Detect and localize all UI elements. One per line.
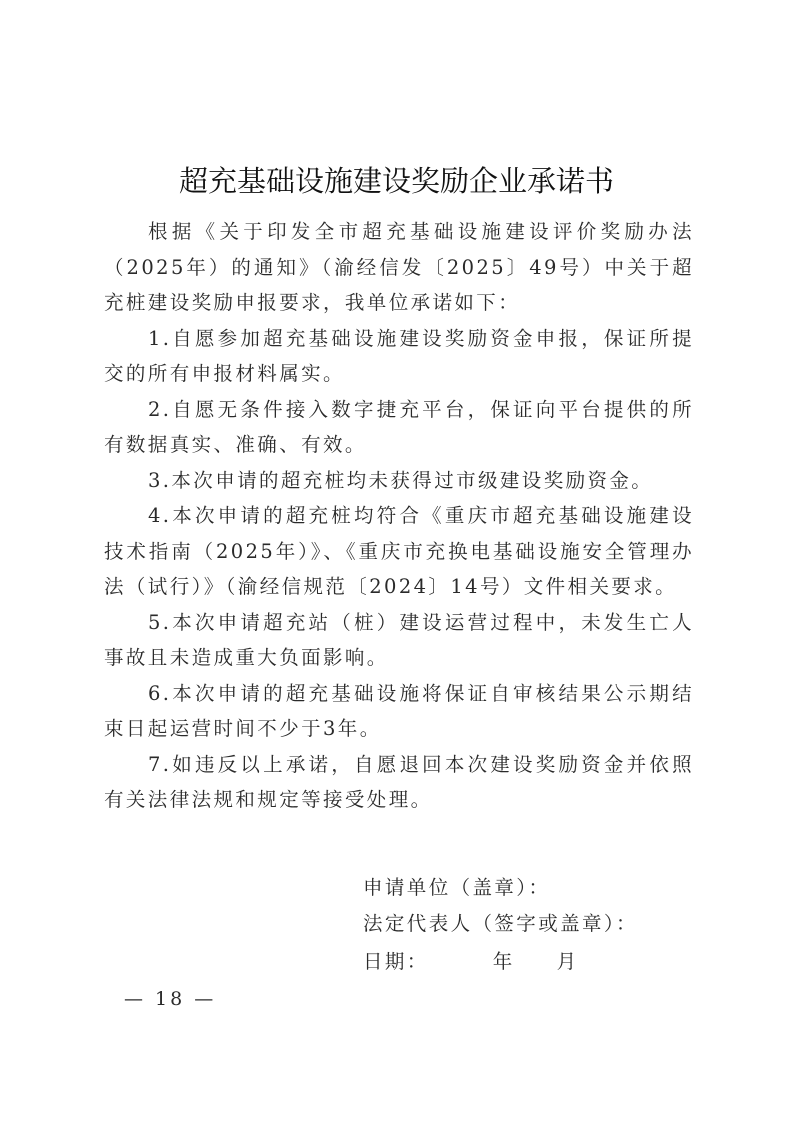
legal-representative-label: 法定代表人（签字或盖章）： [363, 912, 638, 935]
page-number: — 18 — [124, 988, 217, 1010]
commitment-item-3: 3.本次申请的超充桩均未获得过市级建设奖励资金。 [148, 468, 654, 492]
date-line [363, 946, 579, 974]
commitment-item-7: 7.如违反以上承诺，自愿退回本次建设奖励资金并依照有关法律法规和规定等接受处理。 [104, 752, 694, 811]
document-body [104, 214, 694, 818]
document-title: 超充基础设施建设奖励企业承诺书 [178, 164, 614, 199]
commitment-item-5: 5.本次申请超充站（桩）建设运营过程中，未发生亡人事故且未造成重大负面影响。 [104, 610, 694, 669]
date-label: 日期： [363, 950, 429, 973]
year-label: 年 [492, 950, 515, 973]
month-label: 月 [556, 950, 579, 973]
commitment-item-1: 1.自愿参加超充基础设施建设奖励资金申报，保证所提交的所有申报材料属实。 [104, 326, 694, 385]
intro-paragraph: 根据《关于印发全市超充基础设施建设评价奖励办法（2025年）的通知》（渝经信发〔2025〕49号）中关于超充桩建设奖励申报要求，我单位承诺如下： [104, 220, 694, 314]
commitment-item-2: 2.自愿无条件接入数字捷充平台，保证向平台提供的所有数据真实、准确、有效。 [104, 397, 694, 456]
commitment-item-6: 6.本次申请的超充基础设施将保证自审核结果公示期结束日起运营时间不少于3年。 [104, 681, 694, 740]
commitment-item-4: 4.本次申请的超充桩均符合《重庆市超充基础设施建设技术指南（2025年）》、《重庆市充换电基础设施安全管理办法（试行）》（渝经信规范〔2024〕14号）文件相关要求。 [104, 504, 694, 598]
applicant-seal-label: 申请单位（盖章）： [363, 876, 551, 899]
